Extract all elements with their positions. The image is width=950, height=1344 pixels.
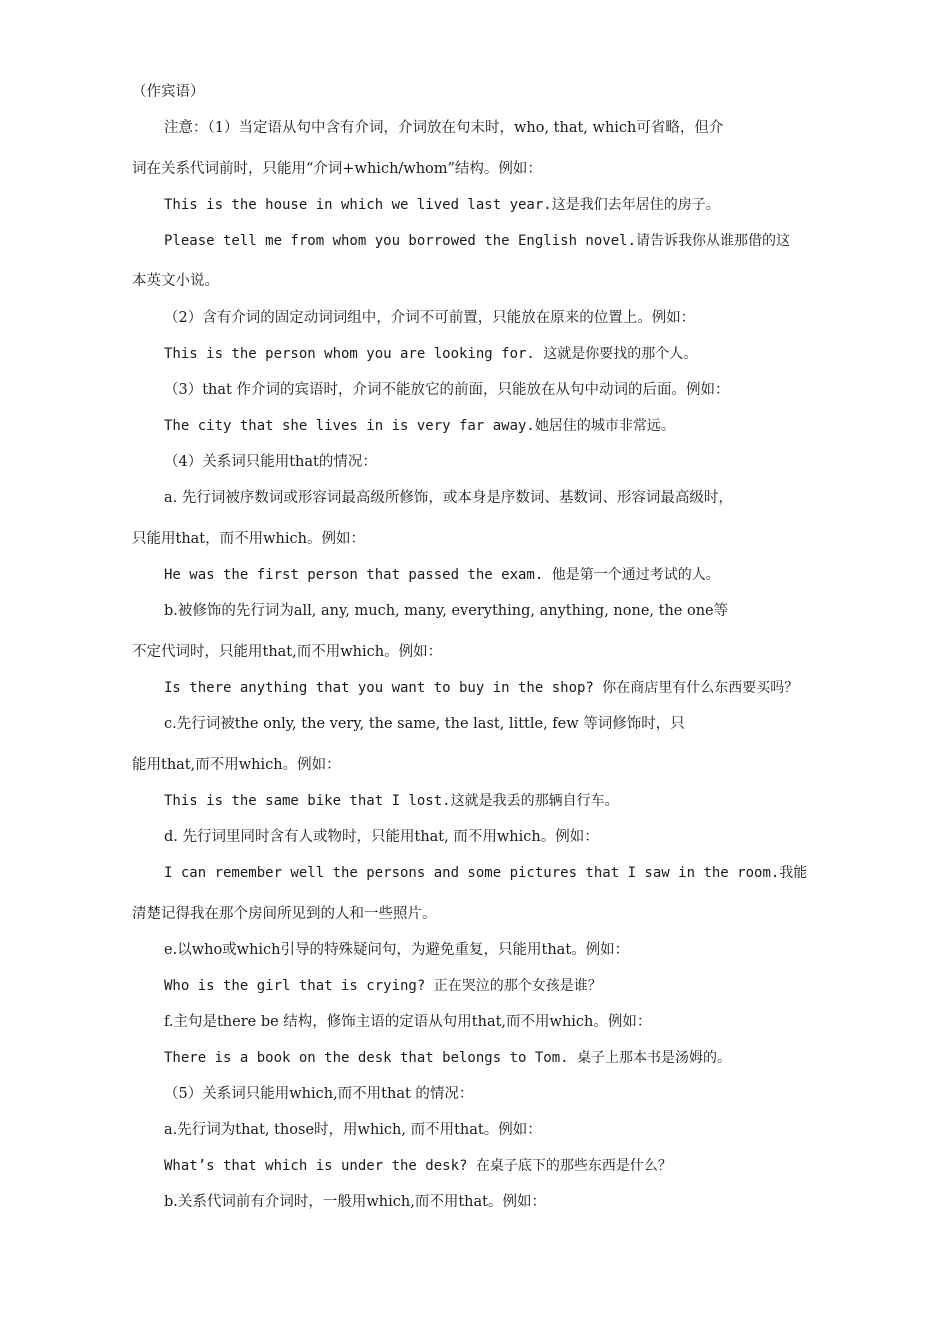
text-line: b.关系代词前有介词时，一般用which,而不用that。例如： [164, 1194, 546, 1210]
text-line: f.主句是there be 结构，修饰主语的定语从句用that,而不用which。例如： [164, 1014, 652, 1030]
text-line: Is there anything that you want to buy in the shop? 你在商店里有什么东西要买吗？ [164, 680, 799, 696]
text-line: 本英文小说。 [132, 273, 219, 289]
text-line: 不定代词时，只能用that,而不用which。例如： [132, 644, 443, 660]
text-line: （4）关系词只能用that的情况： [164, 454, 377, 470]
text-line: 注意：（1）当定语从句中含有介词，介词放在句末时，who, that, which可省略，但介 [164, 120, 724, 136]
text-line: Please tell me from whom you borrowed the English novel.请告诉我你从谁那借的这 [164, 233, 791, 249]
text-line: 清楚记得我在那个房间所见到的人和一些照片。 [132, 906, 437, 922]
text-line: （5）关系词只能用which,而不用that 的情况： [164, 1086, 474, 1102]
text-line: c.先行词被the only, the very, the same, the last, little, few 等词修饰时，只 [164, 716, 685, 732]
text-line: He was the first person that passed the exam. 他是第一个通过考试的人。 [164, 567, 720, 583]
text-line: What’s that which is under the desk? 在桌子底下的那些东西是什么？ [164, 1158, 672, 1174]
text-line: a. 先行词被序数词或形容词最高级所修饰，或本身是序数词、基数词、形容词最高级时， [164, 490, 733, 506]
text-line: （2）含有介词的固定动词词组中，介词不可前置，只能放在原来的位置上。例如： [164, 310, 696, 326]
text-line: 能用that,而不用which。例如： [132, 757, 341, 773]
text-line: d. 先行词里同时含有人或物时，只能用that, 而不用which。例如： [164, 829, 599, 845]
text-line: 只能用that，而不用which。例如： [132, 531, 365, 547]
text-line: This is the house in which we lived last year.这是我们去年居住的房子。 [164, 197, 720, 213]
text-line: The city that she lives in is very far away.她居住的城市非常远。 [164, 418, 675, 434]
text-line: （作宾语） [132, 84, 205, 100]
text-line: I can remember well the persons and some pictures that I saw in the room.我能 [164, 865, 808, 881]
text-line: b.被修饰的先行词为all, any, much, many, everything, anything, none, the one等 [164, 603, 729, 619]
text-line: （3）that 作介词的宾语时，介词不能放它的前面，只能放在从句中动词的后面。例如： [164, 382, 730, 398]
text-line: There is a book on the desk that belongs to Tom. 桌子上那本书是汤姆的。 [164, 1050, 732, 1066]
text-line: This is the same bike that I lost.这就是我丢的那辆自行车。 [164, 793, 619, 809]
text-line: This is the person whom you are looking for. 这就是你要找的那个人。 [164, 346, 698, 362]
text-line: 词在关系代词前时，只能用“介词+which/whom”结构。例如： [132, 161, 542, 177]
text-line: Who is the girl that is crying? 正在哭泣的那个女孩是谁？ [164, 978, 602, 994]
text-line: e.以who或which引导的特殊疑问句，为避免重复，只能用that。例如： [164, 942, 630, 958]
text-line: a.先行词为that, those时，用which, 而不用that。例如： [164, 1122, 542, 1138]
